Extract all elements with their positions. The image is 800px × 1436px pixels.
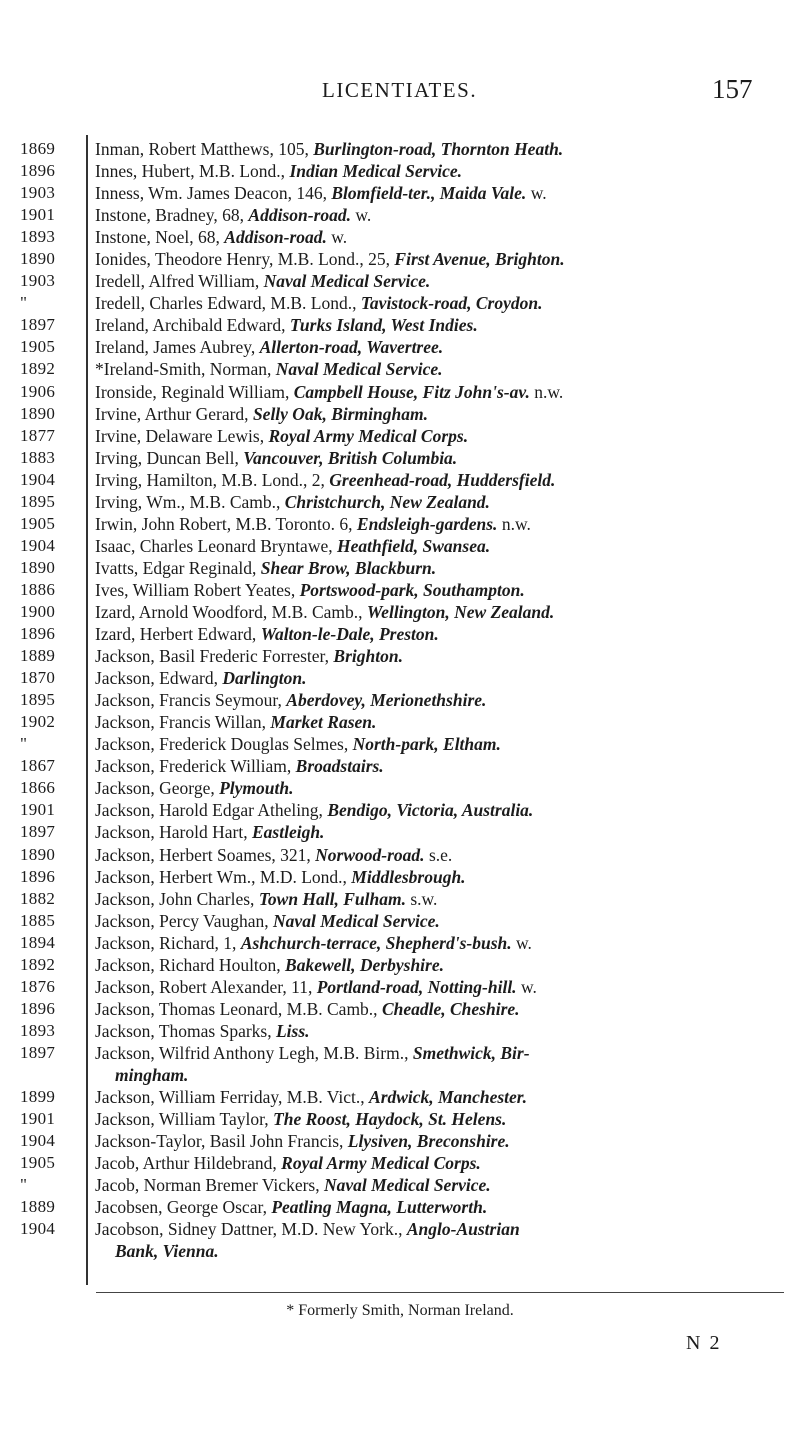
list-item — [95, 248, 785, 270]
entry-year: 1897 — [20, 315, 56, 335]
entry-year: 1901 — [20, 205, 56, 225]
entry-place: Peatling Magna, Lutterworth. — [271, 1197, 488, 1218]
entry-name: Jackson, Francis Seymour, — [95, 690, 287, 711]
entry-name: Ionides, Theodore Henry, M.B. Lond., 25, — [95, 249, 395, 270]
list-item — [95, 1086, 785, 1108]
entry-year: 1886 — [20, 579, 56, 599]
entry-year — [16, 1240, 78, 1262]
entry-year: 1905 — [20, 513, 56, 533]
entry-year: 1896 — [20, 624, 56, 644]
entry-year: 1870 — [20, 668, 56, 688]
list-item — [95, 403, 785, 425]
list-item — [95, 138, 785, 160]
entry-name: Irving, Duncan Bell, — [95, 447, 244, 468]
entries-list — [95, 138, 785, 1262]
entry-name: Ives, William Robert Yeates, — [95, 579, 300, 600]
entry-year: 1897 — [20, 1042, 56, 1062]
entry-place: Bendigo, Victoria, Australia. — [327, 800, 534, 821]
entry-year: 1889 — [20, 1197, 56, 1217]
entry-district: w. — [526, 183, 547, 204]
list-item — [95, 799, 785, 821]
list-item — [95, 381, 785, 403]
entry-name: Jacobsen, George Oscar, — [95, 1197, 272, 1218]
entry-place: Naval Medical Service. — [273, 910, 440, 931]
entry-place: Bank, Vienna. — [115, 1241, 219, 1262]
footnote-rule — [96, 1292, 784, 1293]
entry-place: Portland-road, Notting-hill. — [316, 976, 517, 997]
entry-place: Plymouth. — [219, 778, 294, 799]
entry-place: Bakewell, Derbyshire. — [285, 954, 444, 975]
list-item — [95, 1196, 785, 1218]
entry-year: 1901 — [20, 800, 56, 820]
entry-year: 1906 — [20, 381, 56, 401]
entry-year: 1876 — [20, 976, 56, 996]
entry-name: Ireland, Archibald Edward, — [95, 315, 290, 336]
entry-year: 1903 — [20, 271, 56, 291]
entry-year: 1899 — [20, 1087, 56, 1107]
entry-year: 1892 — [20, 954, 56, 974]
page-header — [0, 74, 800, 114]
list-item — [95, 535, 785, 557]
entry-name: Izard, Herbert Edward, — [95, 624, 261, 645]
entry-year: 1890 — [20, 403, 56, 423]
entry-name: Jackson, William Taylor, — [95, 1109, 274, 1130]
entry-place: Naval Medical Service. — [263, 271, 431, 292]
entry-place: Liss. — [275, 1020, 310, 1041]
entry-place: Smethwick, Bir- — [412, 1042, 530, 1063]
list-item — [95, 425, 785, 447]
entry-name: Irving, Hamilton, M.B. Lond., 2, — [95, 469, 330, 490]
entry-year: 1896 — [20, 866, 56, 886]
list-item — [95, 557, 785, 579]
entry-year: 1869 — [20, 139, 56, 158]
list-item — [95, 314, 785, 336]
entry-name: Jackson, Frederick William, — [95, 756, 296, 777]
entry-name: Ireland, James Aubrey, — [95, 337, 260, 358]
entry-place: Brighton. — [333, 646, 403, 667]
entry-name: Isaac, Charles Leonard Bryntawe, — [95, 535, 337, 556]
entry-place: Anglo-Austrian — [406, 1219, 520, 1240]
entry-name: Jackson, Herbert Soames, 321, — [95, 844, 316, 865]
entry-place: Christchurch, New Zealand. — [284, 491, 490, 512]
entry-place: Endsleigh-gardens. — [356, 513, 498, 534]
entry-year: 1893 — [20, 227, 56, 247]
entry-name: Jackson, Robert Alexander, 11, — [95, 976, 317, 997]
entry-name: Jackson, Thomas Leonard, M.B. Camb., — [95, 998, 382, 1019]
list-item — [95, 358, 785, 380]
list-item — [95, 1174, 785, 1196]
entry-district: w. — [511, 932, 532, 953]
entry-place: Royal Army Medical Corps. — [268, 425, 469, 446]
entry-year: 1882 — [20, 888, 56, 908]
entry-district: w. — [326, 227, 348, 248]
entry-name: Irwin, John Robert, M.B. Toronto. 6, — [95, 513, 357, 534]
entry-name: Inness, Wm. James Deacon, 146, — [95, 183, 332, 204]
entry-district: w. — [516, 976, 537, 997]
entry-year: 1900 — [20, 601, 56, 621]
entry-place: Broadstairs. — [295, 756, 384, 777]
entry-name: Irvine, Arthur Gerard, — [95, 403, 253, 424]
entry-name: Instone, Bradney, 68, — [95, 205, 249, 226]
entry-year: 1894 — [20, 932, 56, 952]
list-item — [95, 888, 785, 910]
entry-year: 1905 — [20, 337, 56, 357]
entry-place: Ashchurch-terrace, Shepherd's-bush. — [240, 932, 512, 953]
list-item — [95, 755, 785, 777]
entry-name: Jackson, Harold Hart, — [95, 822, 252, 843]
list-item — [95, 932, 785, 954]
entry-place: Campbell House, Fitz John's-av. — [293, 381, 530, 402]
list-item — [95, 1020, 785, 1042]
entry-place: The Roost, Haydock, St. Helens. — [273, 1109, 507, 1130]
list-item — [95, 513, 785, 535]
entry-year: 1895 — [20, 491, 56, 511]
entry-district: n.w. — [529, 381, 564, 402]
entry-year: 1890 — [20, 844, 56, 864]
entry-place: Darlington. — [222, 668, 307, 689]
entry-name: Jackson, Edward, — [95, 668, 223, 689]
list-item — [95, 469, 785, 491]
entry-name: Jackson, Herbert Wm., M.D. Lond., — [95, 866, 352, 887]
list-item — [95, 998, 785, 1020]
entry-name: Jackson, Wilfrid Anthony Legh, M.B. Birm., — [95, 1042, 413, 1063]
list-item — [95, 844, 785, 866]
entry-place: First Avenue, Brighton. — [394, 249, 565, 270]
entry-district: w. — [351, 205, 372, 226]
entry-place: Cheadle, Cheshire. — [381, 998, 520, 1019]
year-column — [16, 138, 78, 1262]
entry-year: " — [20, 293, 28, 313]
list-item — [95, 204, 785, 226]
entry-year: 1902 — [20, 712, 56, 732]
entry-name: Irvine, Delaware Lewis, — [95, 425, 269, 446]
list-item — [95, 292, 785, 314]
entry-name: Jackson, Basil Frederic Forrester, — [95, 646, 334, 667]
entry-place: Selly Oak, Birmingham. — [252, 403, 428, 424]
entry-name: *Ireland-Smith, Norman, — [95, 359, 276, 380]
entry-year: 1905 — [20, 1153, 56, 1173]
entry-year: 1883 — [20, 447, 56, 467]
entry-year: 1896 — [20, 161, 56, 181]
entry-name: Jackson, Harold Edgar Atheling, — [95, 800, 328, 821]
entry-year: 1901 — [20, 1109, 56, 1129]
entry-place: Eastleigh. — [251, 822, 325, 843]
list-item — [95, 866, 785, 888]
entry-place: Shear Brow, Blackburn. — [260, 557, 437, 578]
entry-place: Addison-road. — [248, 205, 352, 226]
entry-place: Greenhead-road, Huddersfield. — [329, 469, 556, 490]
list-item — [95, 623, 785, 645]
entry-name: Inman, Robert Matthews, 105, — [95, 139, 314, 159]
entry-name: Jacob, Arthur Hildebrand, — [95, 1153, 282, 1174]
list-item — [95, 954, 785, 976]
list-item — [95, 601, 785, 623]
list-item — [95, 1240, 785, 1262]
list-item — [95, 1130, 785, 1152]
page-number: 157 — [712, 74, 753, 104]
entry-name: Jacobson, Sidney Dattner, M.D. New York., — [95, 1219, 407, 1240]
entry-year: 1877 — [20, 425, 56, 445]
entry-name: Jackson, Richard Houlton, — [95, 954, 286, 975]
entry-place: Ardwick, Manchester. — [369, 1087, 528, 1108]
entry-year: 1866 — [20, 778, 56, 798]
list-item — [95, 491, 785, 513]
list-item — [95, 645, 785, 667]
entry-year: 1904 — [20, 469, 56, 489]
list-item — [95, 1152, 785, 1174]
entry-name: Jackson, Thomas Sparks, — [95, 1020, 276, 1041]
entry-place: Portswood-park, Southampton. — [299, 579, 525, 600]
entry-name: Jackson, William Ferriday, M.B. Vict., — [95, 1087, 370, 1108]
entry-place: mingham. — [115, 1064, 189, 1085]
signature-mark: N 2 — [686, 1332, 722, 1354]
entry-year: 1895 — [20, 690, 56, 710]
entry-year: 1885 — [20, 910, 56, 930]
entry-year: 1904 — [20, 1219, 56, 1239]
list-item — [95, 821, 785, 843]
entry-year: 1890 — [20, 249, 56, 269]
entry-year: 1867 — [20, 756, 56, 776]
entry-name: Jackson-Taylor, Basil John Francis, — [95, 1131, 348, 1152]
column-rule — [86, 135, 88, 1285]
list-item — [95, 1042, 785, 1064]
list-item — [95, 447, 785, 469]
footnote: * Formerly Smith, Norman Ireland. — [286, 1302, 514, 1319]
entry-place: Wellington, New Zealand. — [366, 601, 555, 622]
entry-name: Iredell, Alfred William, — [95, 271, 264, 292]
list-item — [95, 777, 785, 799]
entry-place: Vancouver, British Columbia. — [243, 447, 458, 468]
entry-place: Llysiven, Breconshire. — [347, 1131, 510, 1152]
entry-place: Aberdovey, Merionethshire. — [286, 690, 487, 711]
entry-place: Heathfield, Swansea. — [336, 535, 491, 556]
entry-place: Norwood-road. — [315, 844, 425, 865]
entry-place: Market Rasen. — [270, 712, 377, 733]
list-item — [95, 160, 785, 182]
entry-year: " — [20, 734, 28, 754]
entry-year: " — [20, 1175, 28, 1195]
list-item — [95, 270, 785, 292]
entry-place: North-park, Eltham. — [352, 734, 501, 755]
list-item — [95, 1064, 785, 1086]
entry-year: 1890 — [20, 557, 56, 577]
entry-year: 1903 — [20, 183, 56, 203]
entry-name: Irving, Wm., M.B. Camb., — [95, 491, 285, 512]
list-item — [95, 733, 785, 755]
entry-district: s.e. — [424, 844, 453, 865]
entry-place: Burlington-road, Thornton Heath. — [313, 139, 564, 159]
entry-name: Izard, Arnold Woodford, M.B. Camb., — [95, 601, 367, 622]
list-item — [95, 667, 785, 689]
entry-district: n.w. — [497, 513, 531, 534]
entry-place: Allerton-road, Wavertree. — [259, 337, 444, 358]
entry-place: Naval Medical Service. — [323, 1175, 491, 1196]
entry-year: 1892 — [20, 359, 56, 379]
entry-name: Ironside, Reginald William, — [95, 381, 294, 402]
entry-name: Innes, Hubert, M.B. Lond., — [95, 161, 290, 182]
list-item — [95, 1108, 785, 1130]
entry-year: 1893 — [20, 1020, 56, 1040]
entry-name: Instone, Noel, 68, — [95, 227, 225, 248]
list-item — [95, 976, 785, 998]
entry-name: Jackson, Frederick Douglas Selmes, — [95, 734, 353, 755]
entry-year — [16, 1064, 78, 1086]
entry-year: 1904 — [20, 535, 56, 555]
entry-district: s.w. — [406, 888, 438, 909]
entry-place: Town Hall, Fulham. — [258, 888, 406, 909]
entry-name: Iredell, Charles Edward, M.B. Lond., — [95, 293, 361, 314]
list-item — [95, 910, 785, 932]
entry-name: Jackson, Percy Vaughan, — [95, 910, 274, 931]
entry-year: 1896 — [20, 998, 56, 1018]
entry-name: Jackson, Francis Willan, — [95, 712, 271, 733]
entry-place: Addison-road. — [224, 227, 327, 248]
entry-name: Jackson, Richard, 1, — [95, 932, 241, 953]
entry-place: Indian Medical Service. — [289, 161, 462, 182]
list-item — [95, 711, 785, 733]
entry-place: Tavistock-road, Croydon. — [360, 293, 543, 314]
entry-name: Ivatts, Edgar Reginald, — [95, 557, 261, 578]
list-item — [95, 336, 785, 358]
entry-place: Middlesbrough. — [351, 866, 466, 887]
entry-place: Turks Island, West Indies. — [289, 315, 478, 336]
entry-name: Jackson, George, — [95, 778, 220, 799]
entry-place: Naval Medical Service. — [275, 359, 443, 380]
entry-year: 1897 — [20, 822, 56, 842]
entry-name: Jacob, Norman Bremer Vickers, — [95, 1175, 324, 1196]
entry-place: Walton-le-Dale, Preston. — [260, 624, 439, 645]
list-item — [95, 579, 785, 601]
entry-place: Blomfield-ter., Maida Vale. — [331, 183, 527, 204]
running-title: LICENTIATES. — [322, 78, 478, 102]
list-item — [95, 226, 785, 248]
entry-year: 1904 — [20, 1131, 56, 1151]
list-item — [95, 182, 785, 204]
list-item — [95, 1218, 785, 1240]
entry-name: Jackson, John Charles, — [95, 888, 259, 909]
entry-year: 1889 — [20, 646, 56, 666]
entry-place: Royal Army Medical Corps. — [281, 1153, 481, 1174]
list-item — [95, 689, 785, 711]
